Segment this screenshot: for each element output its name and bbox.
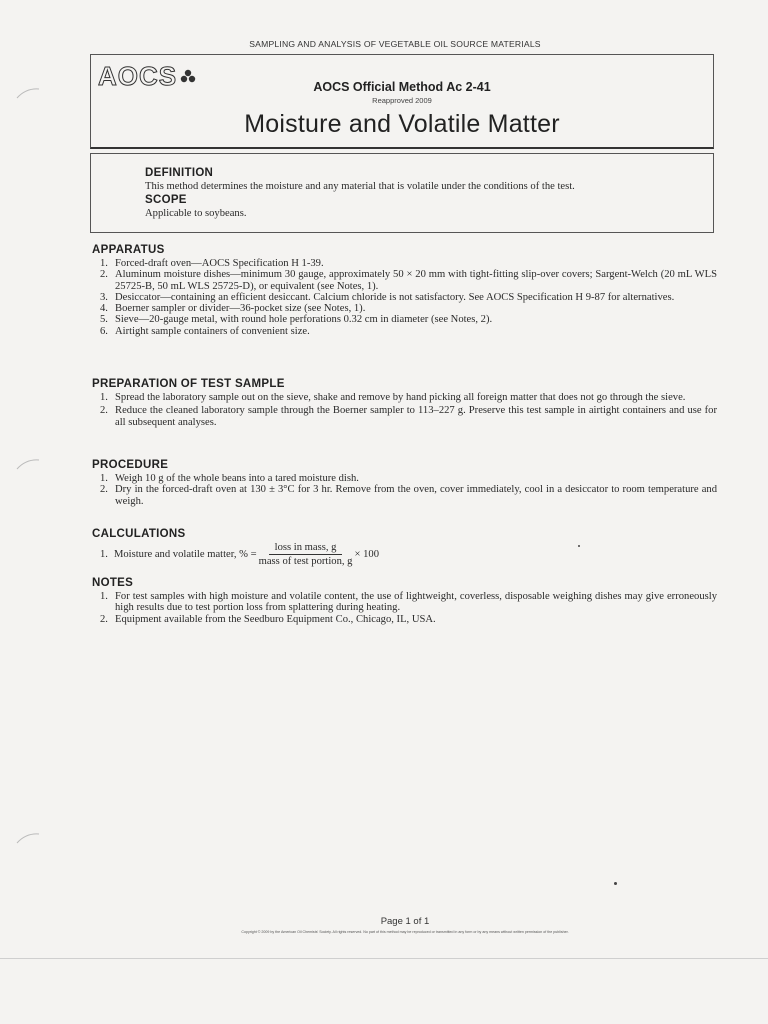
running-head: SAMPLING AND ANALYSIS OF VEGETABLE OIL SOURCE MATERIALS [249,39,541,49]
list-item: 2. Equipment available from the Seedburo Equipment Co., Chicago, IL, USA. [100,613,436,625]
punch-hole-mark [16,86,40,100]
formula-lhs: Moisture and volatile matter, % = [113,549,257,560]
page-title: Moisture and Volatile Matter [244,110,560,138]
apparatus-list [92,258,717,337]
page-number: Page 1 of 1 [380,916,430,927]
formula [92,542,717,567]
procedure-list [92,473,717,507]
reapproved-note: Reapproved 2009 [372,96,432,105]
scan-edge [0,958,768,959]
formula-fraction [259,542,353,567]
list-item: 1. Spread the laboratory sample out on the sieve, shake and remove by hand picking all foreign matter that does not go through the sieve. [100,392,686,403]
definition-box [90,153,714,233]
preparation-list [92,392,717,428]
scan-speck [614,882,617,885]
procedure-section [92,459,717,507]
apparatus-heading: APPARATUS [92,244,165,256]
notes-section [92,577,717,625]
formula-factor: × 100 [354,549,379,560]
definition-heading: DEFINITION [145,167,214,179]
procedure-heading: PROCEDURE [92,459,169,471]
preparation-section [92,378,717,428]
calculations-section [92,528,717,567]
list-item: 1. For test samples with high moisture and volatile content, the use of lightweight, coverless, disposable weighing dishes may give erroneously high results due to test portion loss from splattering during heating. [100,591,717,614]
punch-hole-mark [16,831,40,845]
list-item: 4. Boerner sampler or divider—36-pocket size (see Notes, 1). [100,303,366,315]
title-box [90,54,714,149]
method-number: AOCS Official Method Ac 2-41 [313,80,491,94]
list-item: 2. Reduce the cleaned laboratory sample through the Boerner sampler to 113–227 g. Preserve this test sample in airtight containers and use for all subsequent analyses. [100,405,717,428]
logo-text: AOCS [98,61,178,91]
list-item: 5. Sieve—20-gauge metal, with round hole perforations 0.32 cm in diameter (see Notes, 2). [100,314,493,326]
list-item: 2. Aluminum moisture dishes—minimum 30 gauge, approximately 50 × 20 mm with tight-fitting slip-over covers; Sargent-Welch (20 mL WLS 25725-B, 50 mL WLS 25725-D), or equivalent (see Notes, 1). [100,269,717,292]
punch-hole-mark [16,457,40,471]
apparatus-section [92,244,717,337]
copyright-notice: Copyright © 2009 by the American Oil Chemists' Society. All rights reserved. No part of this method may be reproduced or transmitted in any form or by any means without written permission of the publisher. [241,930,569,934]
scope-text: Applicable to soybeans. [145,208,247,219]
calculations-heading: CALCULATIONS [92,528,186,540]
notes-heading: NOTES [92,577,134,589]
notes-list [92,591,717,625]
formula-number: 1. [100,549,108,560]
list-item: 1. Forced-draft oven—AOCS Specification H 1-39. [100,258,324,269]
list-item: 2. Dry in the forced-draft oven at 130 ± 3°C for 3 hr. Remove from the oven, cover immediately, cool in a desiccator to room temperature and weigh. [100,484,717,507]
list-item: 1. Weigh 10 g of the whole beans into a tared moisture dish. [100,473,359,484]
formula-denominator: mass of test portion, g [258,556,353,567]
formula-numerator: loss in mass, g [269,542,343,555]
list-item: 3. Desiccator—containing an efficient desiccant. Calcium chloride is not satisfactory. See AOCS Specification H 9-87 for alternatives. [100,291,675,303]
preparation-heading: PREPARATION OF TEST SAMPLE [92,378,285,390]
list-item: 6. Airtight sample containers of convenient size. [100,325,310,337]
scope-heading: SCOPE [145,194,187,206]
scan-speck [578,545,580,547]
definition-text: This method determines the moisture and any material that is volatile under the conditions of the test. [145,181,575,192]
